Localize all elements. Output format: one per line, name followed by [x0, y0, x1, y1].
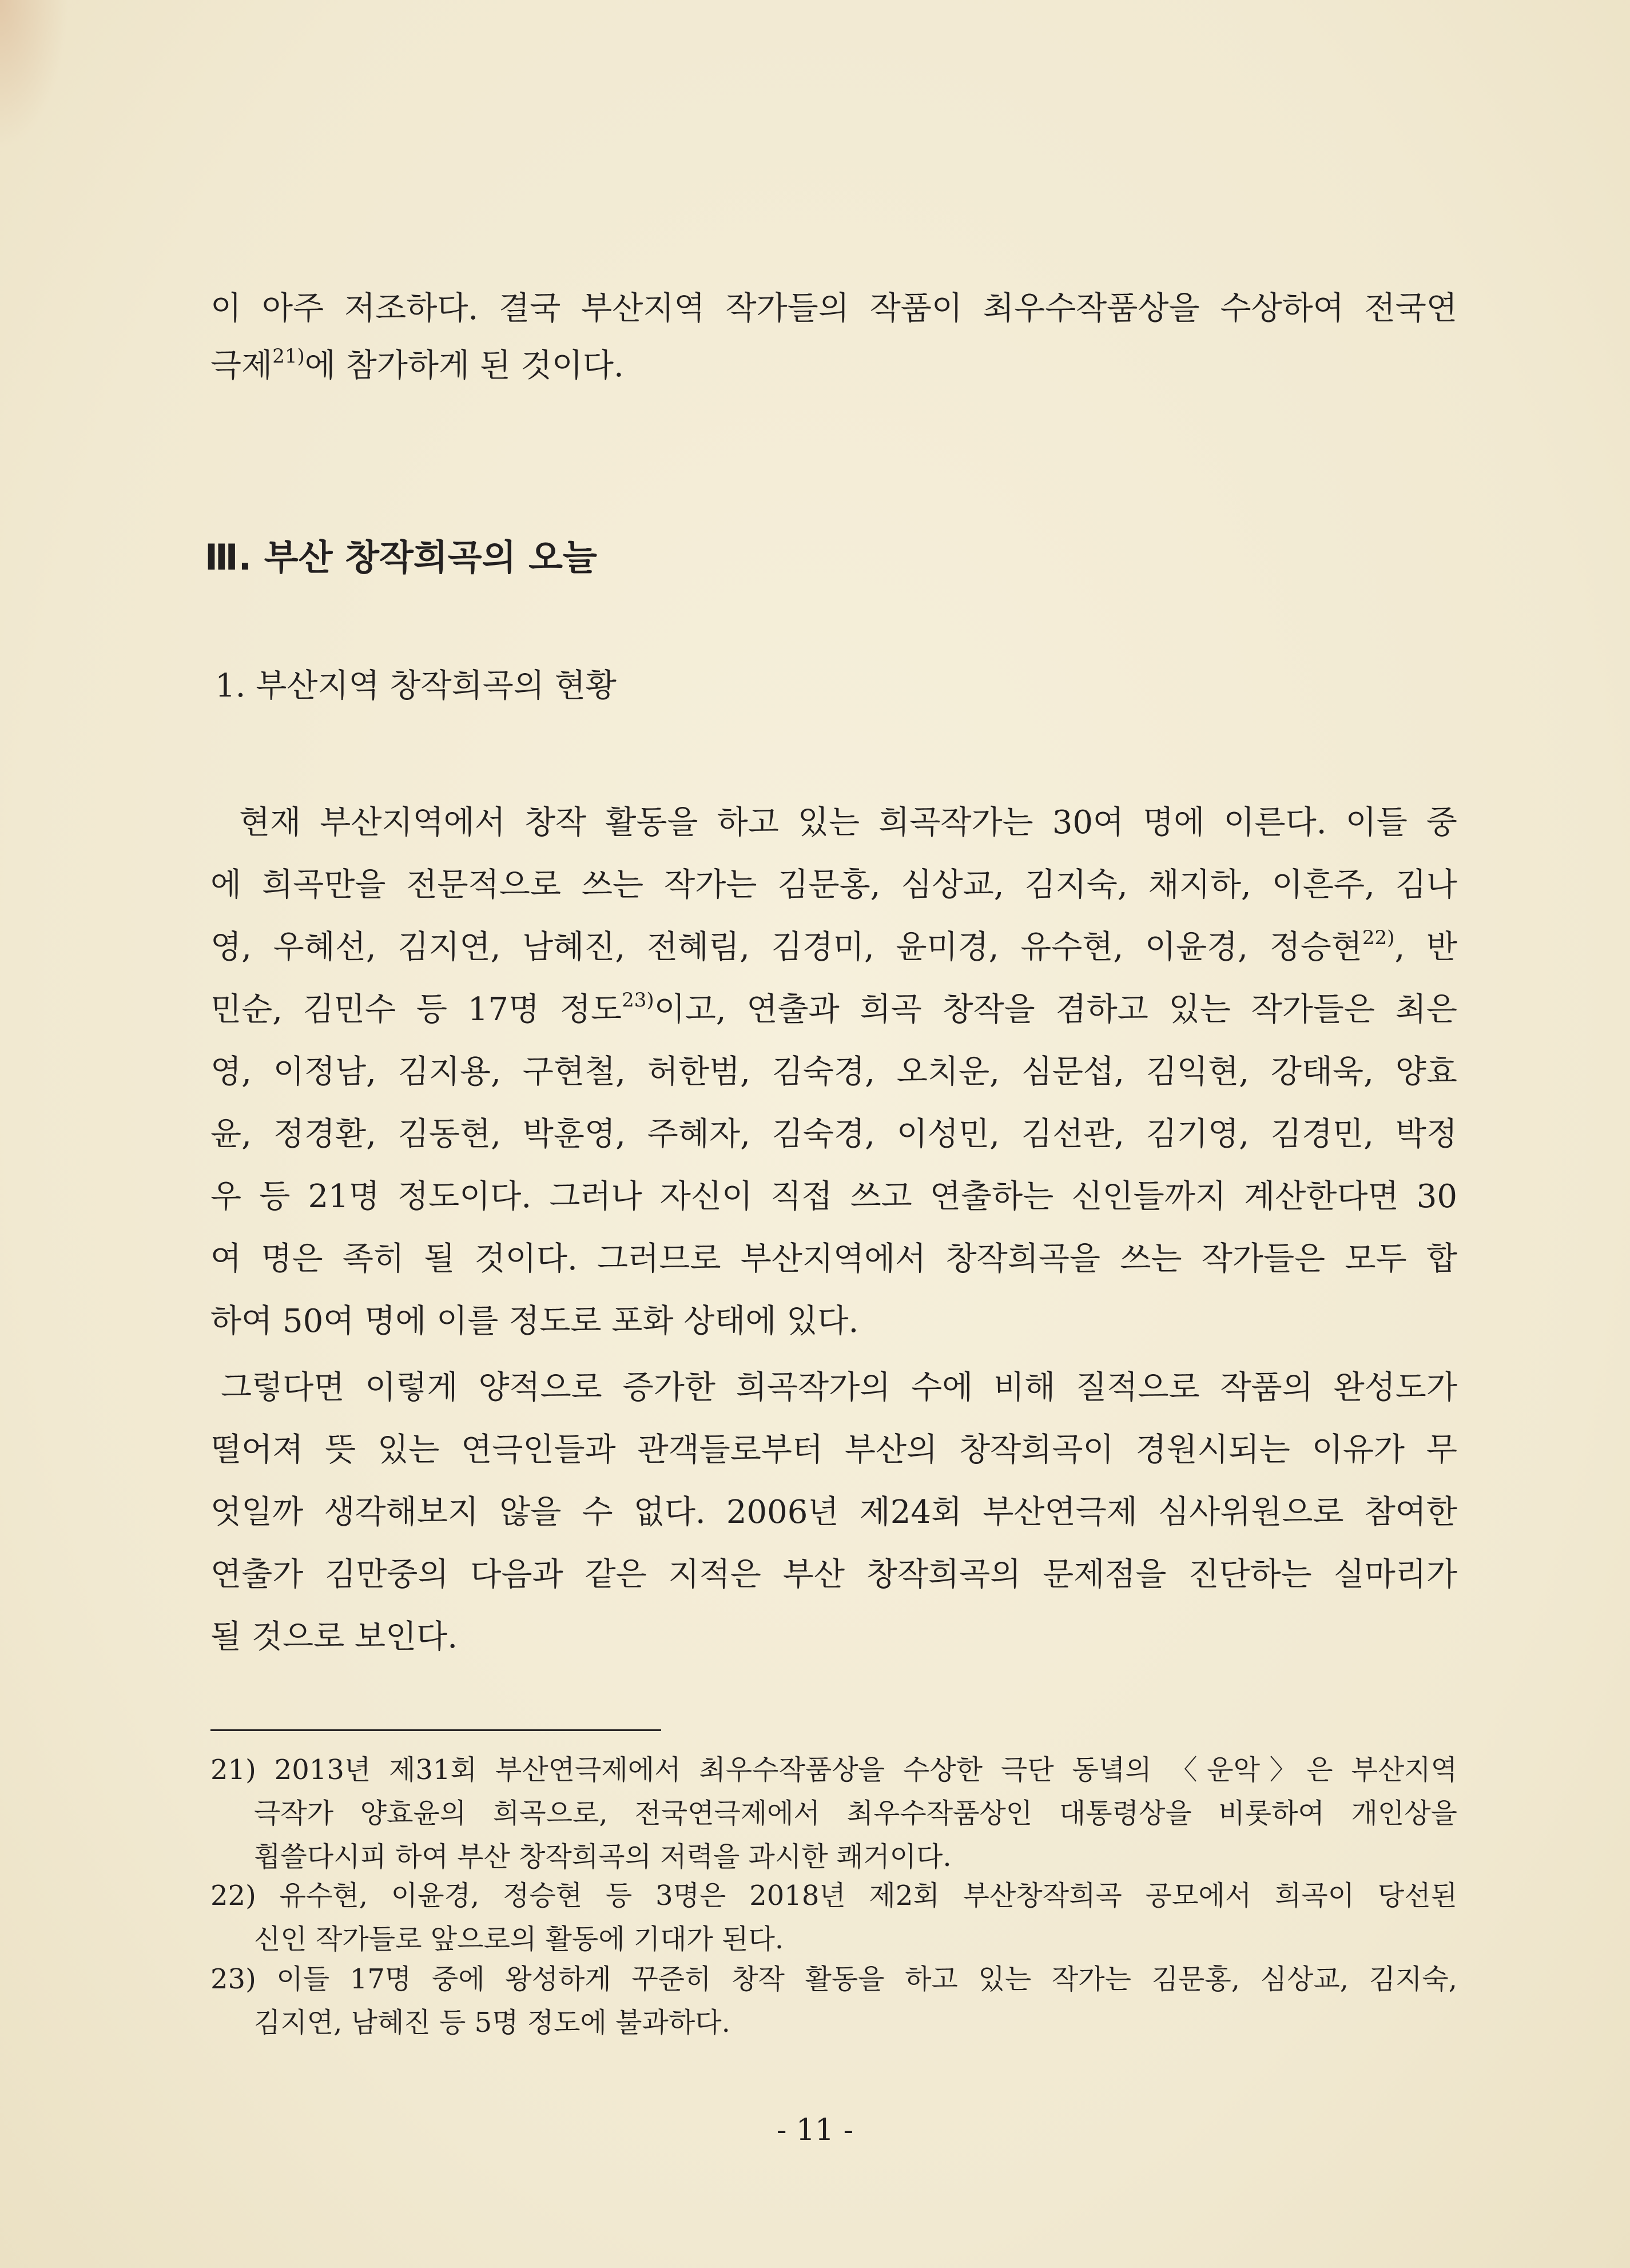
footnote-21: 극작가 양효윤의 희곡으로, 전국연극제에서 최우수작품상인 대통령상을 비롯하여 개인상을 — [254, 1797, 1457, 1829]
footnote-21: 휩쓸다시피 하여 부산 창작희곡의 저력을 과시한 쾌거이다. — [254, 1841, 952, 1873]
page-number: - 11 - — [776, 2113, 854, 2147]
subsection-title: 1. 부산지역 창작희곡의 현황 — [215, 667, 617, 705]
body-text-line: 엇일까 생각해보지 않을 수 없다. 2006년 제24회 부산연극제 심사위원으로 참여한 — [210, 1494, 1457, 1531]
body-text-line: 그렇다면 이렇게 양적으로 증가한 희곡작가의 수에 비해 질적으로 작품의 완성도가 — [221, 1369, 1457, 1406]
body-text-line: 영, 우혜선, 김지연, 남혜진, 전혜림, 김경미, 윤미경, 유수현, 이윤경, 정승현$^{22)}$, 반 — [210, 926, 1458, 966]
footnote-22: 신인 작가들로 앞으로의 활동에 기대가 된다. — [254, 1923, 784, 1955]
body-text-line: 민순, 김민수 등 17명 정도$^{23)}$이고, 연출과 희곡 창작을 겸하고 있는 작가들은 최은 — [210, 989, 1457, 1028]
footnote-ref-21: 21) — [272, 345, 305, 368]
footnote-ref-22: 22) — [1362, 926, 1395, 949]
section-title: Ⅲ. 부산 창작희곡의 오늘 — [205, 536, 597, 578]
body-text-line: 영, 이정남, 김지용, 구현철, 허한범, 김숙경, 오치운, 심문섭, 김익현, 강태욱, 양효 — [210, 1053, 1457, 1091]
body-text-line: 이 아주 저조하다. 결국 부산지역 작가들의 작품이 최우수작품상을 수상하여 전국연 — [210, 290, 1457, 327]
footnote-ref-23: 23) — [622, 989, 654, 1012]
body-text-line: 될 것으로 보인다. — [210, 1618, 458, 1656]
body-text-line: 극제$^{21)}$에 참가하게 된 것이다. — [210, 345, 624, 384]
body-text-line: 여 명은 족히 될 것이다. 그러므로 부산지역에서 창작희곡을 쓰는 작가들은 모두 합 — [210, 1240, 1457, 1278]
body-text-line: 에 희곡만을 전문적으로 쓰는 작가는 김문홍, 심상교, 김지숙, 채지하, 이흔주, 김나 — [210, 866, 1457, 904]
body-text-line: 윤, 정경환, 김동현, 박훈영, 주혜자, 김숙경, 이성민, 김선관, 김기영, 김경민, 박정 — [210, 1116, 1457, 1153]
footnote-separator — [210, 1729, 661, 1731]
body-text-line: 연출가 김만중의 다음과 같은 지적은 부산 창작희곡의 문제점을 진단하는 실마리가 — [210, 1556, 1457, 1593]
body-text-line: 하여 50여 명에 이를 정도로 포화 상태에 있다. — [210, 1303, 859, 1340]
footnote-21: 21) 2013년 제31회 부산연극제에서 최우수작품상을 수상한 극단 동녘의 〈운악〉은 부산지역 — [210, 1754, 1457, 1786]
footnote-22: 22) 유수현, 이윤경, 정승현 등 3명은 2018년 제2회 부산창작희곡 공모에서 희곡이 당선된 — [210, 1880, 1457, 1912]
body-text-line: 현재 부산지역에서 창작 활동을 하고 있는 희곡작가는 30여 명에 이른다. 이들 중 — [239, 804, 1457, 841]
footnote-23: 김지연, 남혜진 등 5명 정도에 불과하다. — [254, 2007, 730, 2039]
footnote-23: 23) 이들 17명 중에 왕성하게 꾸준히 창작 활동을 하고 있는 작가는 김문홍, 심상교, 김지숙, — [210, 1963, 1457, 1995]
paper-stain — [0, 0, 69, 149]
body-text-line: 우 등 21명 정도이다. 그러나 자신이 직접 쓰고 연출하는 신인들까지 계산한다면 30 — [210, 1178, 1457, 1215]
body-text-line: 떨어져 뜻 있는 연극인들과 관객들로부터 부산의 창작희곡이 경원시되는 이유가 무 — [210, 1431, 1457, 1469]
